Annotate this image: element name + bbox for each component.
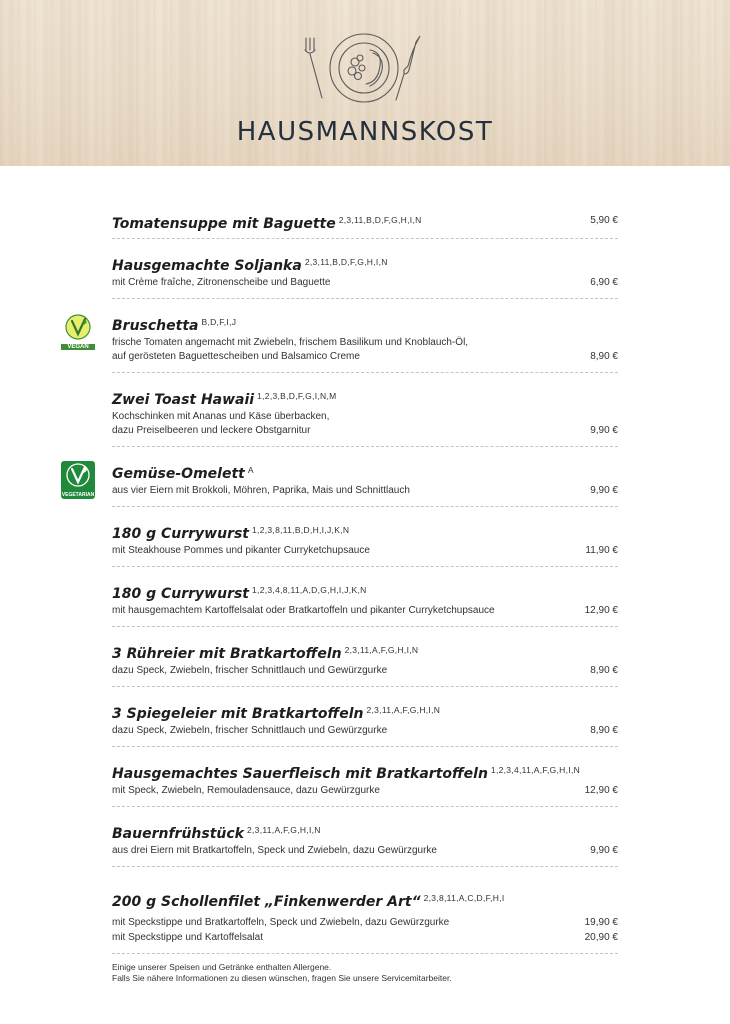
- item-name: 3 Rühreier mit Bratkartoffeln: [112, 646, 342, 662]
- item-description: Kochschinken mit Ananas und Käse überbacken, dazu Preiselbeeren und leckere Obstgarnitur 9,90 €: [112, 411, 618, 436]
- menu-item: [67, 313, 618, 373]
- item-allergens: 2,3,11,B,D,F,G,H,I,N: [304, 257, 388, 267]
- menu-item: [112, 387, 618, 447]
- item-allergens: 1,2,3,4,11,A,F,G,H,I,N: [490, 765, 581, 775]
- menu-item: [112, 581, 618, 627]
- item-description: aus vier Eiern mit Brokkoli, Möhren, Paprika, Mais und Schnittlauch 9,90 €: [112, 485, 618, 496]
- item-price: 9,90 €: [590, 485, 618, 496]
- item-name: 3 Spiegeleier mit Bratkartoffeln: [112, 706, 364, 722]
- item-allergens: 1,2,3,8,11,B,D,H,I,J,K,N: [252, 525, 350, 535]
- item-name: 200 g Schollenfilet „Finkenwerder Art“: [112, 894, 421, 910]
- menu-item: [112, 761, 618, 807]
- allergen-notice-line: Einige unserer Speisen und Getränke enthalten Allergene.: [112, 962, 332, 972]
- item-description: dazu Speck, Zwiebeln, frischer Schnittlauch und Gewürzgurke 8,90 €: [112, 665, 618, 676]
- item-name: Hausgemachtes Sauerfleisch mit Bratkartoffeln: [112, 766, 488, 782]
- item-description: frische Tomaten angemacht mit Zwiebeln, frischem Basilikum und Knoblauch-Öl, auf gerösteten Baguettescheiben und Balsamico Creme 8,90 €: [112, 337, 618, 362]
- menu-item: [61, 461, 618, 507]
- item-price: 8,90 €: [590, 665, 618, 676]
- menu-list: [61, 211, 618, 968]
- vegetarian-badge-label: VEGETARIAN: [61, 492, 95, 498]
- menu-item: [112, 211, 618, 239]
- item-allergens: 2,3,11,A,F,G,H,I,N: [344, 645, 419, 655]
- menu-item: [112, 253, 618, 299]
- item-price: 11,90 €: [585, 545, 618, 556]
- item-allergens: 2,3,11,A,F,G,H,I,N: [246, 825, 321, 835]
- item-price: 9,90 €: [590, 425, 618, 436]
- item-price: 20,90 €: [584, 932, 618, 943]
- item-name: Bauernfrühstück: [112, 826, 244, 842]
- item-allergens: 1,2,3,B,D,F,G,I,N,M: [257, 391, 337, 401]
- item-name: 180 g Currywurst: [112, 526, 249, 542]
- item-option: mit Speckstippe und Bratkartoffeln, Speck und Zwiebeln, dazu Gewürzgurke 19,90 €: [112, 917, 618, 928]
- item-price: 12,90 €: [584, 605, 618, 616]
- item-allergens: 2,3,8,11,A,C,D,F,H,I: [423, 893, 505, 903]
- allergen-notice-line: Falls Sie nähere Informationen zu diesen wünschen, fragen Sie unsere Servicemitarbeiter.: [112, 973, 452, 983]
- item-price: 8,90 €: [590, 725, 618, 736]
- item-option: mit Speckstippe und Kartoffelsalat 20,90 €: [112, 932, 618, 943]
- item-description: aus drei Eiern mit Bratkartoffeln, Speck und Zwiebeln, dazu Gewürzgurke 9,90 €: [112, 845, 618, 856]
- item-name: Gemüse-Omelett: [112, 466, 245, 482]
- item-name: Hausgemachte Soljanka: [112, 258, 302, 274]
- item-name: Zwei Toast Hawaii: [112, 392, 255, 408]
- vegetarian-badge-icon: [61, 461, 95, 499]
- item-price: 6,90 €: [590, 277, 618, 288]
- item-price: 8,90 €: [590, 351, 618, 362]
- vegan-badge-icon: [61, 313, 95, 351]
- page-title: HAUSMANNSKOST: [236, 117, 494, 147]
- item-price: 12,90 €: [584, 785, 618, 796]
- menu-item: [112, 641, 618, 687]
- item-name: Bruschetta: [112, 318, 199, 334]
- item-allergens: 2,3,11,B,D,F,G,H,I,N: [338, 215, 422, 225]
- item-description: dazu Speck, Zwiebeln, frischer Schnittlauch und Gewürzgurke 8,90 €: [112, 725, 618, 736]
- menu-item: [112, 889, 618, 954]
- item-price: 19,90 €: [584, 917, 618, 928]
- item-allergens: 1,2,3,4,8,11,A,D,G,H,I,J,K,N: [252, 585, 367, 595]
- vegan-badge-label: VEGAN: [61, 344, 95, 350]
- item-name: 180 g Currywurst: [112, 586, 249, 602]
- item-price: 9,90 €: [590, 845, 618, 856]
- item-price: 5,90 €: [590, 215, 618, 226]
- item-allergens: 2,3,11,A,F,G,H,I,N: [366, 705, 441, 715]
- item-allergens: B,D,F,I,J: [201, 317, 237, 327]
- item-description: mit Steakhouse Pommes und pikanter Curryketchupsauce 11,90 €: [112, 545, 618, 556]
- allergen-notice: [112, 962, 612, 984]
- item-description: mit Crème fraîche, Zitronenscheibe und Baguette 6,90 €: [112, 277, 618, 288]
- plate-fork-knife-icon: [300, 30, 426, 106]
- header-banner: [0, 0, 730, 166]
- menu-item: [112, 701, 618, 747]
- item-description: mit Speck, Zwiebeln, Remouladensauce, dazu Gewürzgurke 12,90 €: [112, 785, 618, 796]
- item-allergens: A: [247, 465, 254, 475]
- item-description: mit hausgemachtem Kartoffelsalat oder Bratkartoffeln und pikanter Curryketchupsauce 12,90 €: [112, 605, 618, 616]
- item-name: Tomatensuppe mit Baguette: [112, 216, 336, 232]
- menu-item: [112, 521, 618, 567]
- menu-item: [112, 821, 618, 867]
